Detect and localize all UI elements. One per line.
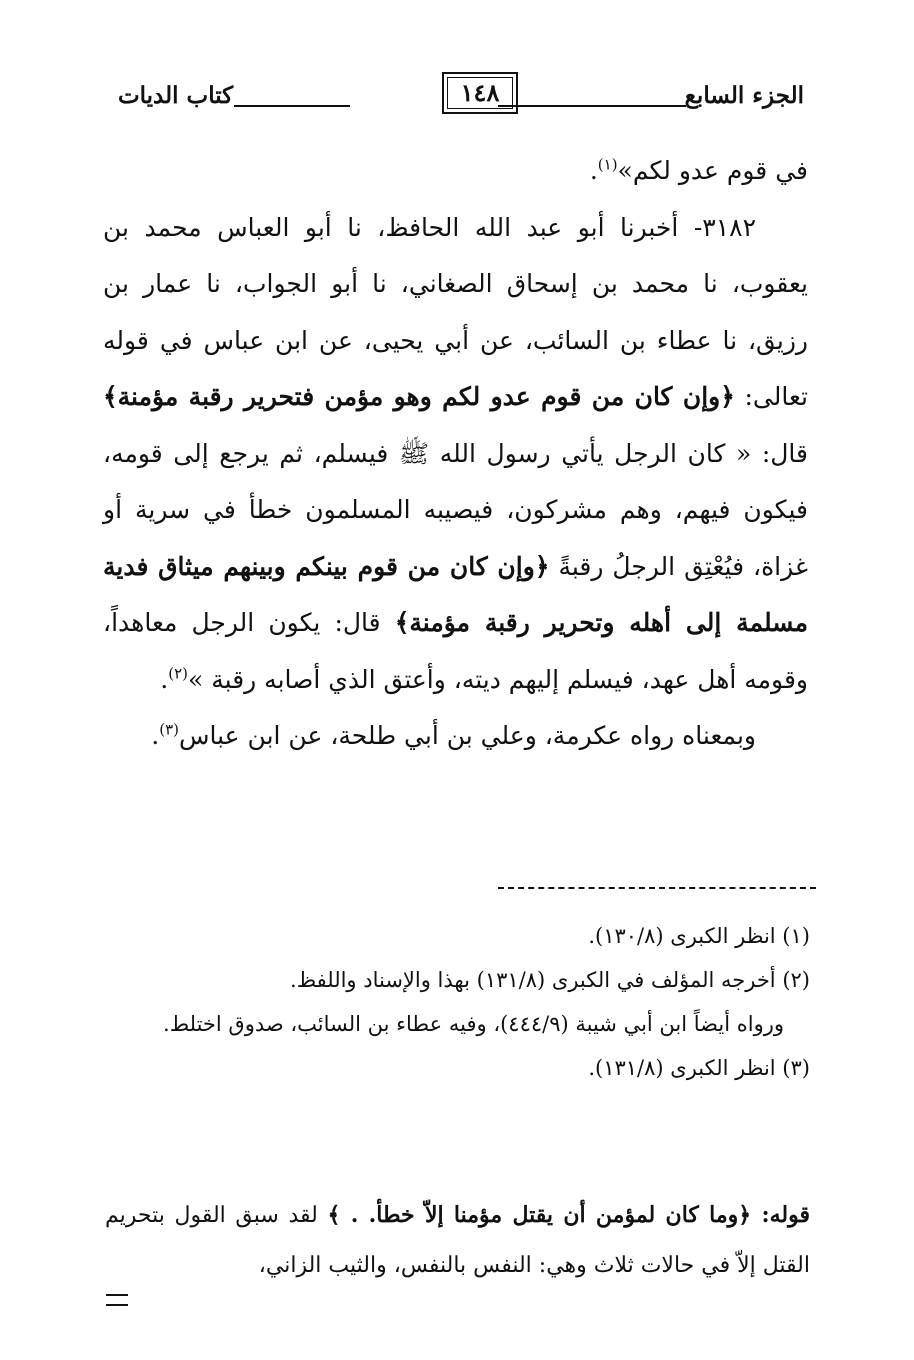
header-rule-right	[498, 105, 686, 107]
commentary-verse: ﴿وما كان لمؤمن أن يقتل مؤمنا إلاّ خطأ. . ﴾	[327, 1202, 752, 1228]
footnote-2: (٢) أخرجه المؤلف في الكبرى (١٣١/٨) بهذا والإسناد واللفظ.	[290, 968, 810, 992]
footnote-separator	[498, 887, 816, 889]
header-rule-left	[234, 105, 350, 107]
verse-quote-2: ﴿وإن كان من قوم بينكم وبينهم ميثاق فدية مسلمة إلى أهله وتحرير رقبة مؤمنة﴾	[103, 551, 808, 637]
continuation-mark	[106, 1294, 128, 1306]
hadith-intro: ٣١٨٢- أخبرنا أبو عبد الله الحافظ، نا أبو العباس محمد بن يعقوب، نا محمد بن إسحاق الصغاني، نا أبو الجواب، نا عمار بن رزيق، نا عطاء بن السائب، عن أبي يحيى، عن ابن عباس في قوله تعالى:	[103, 212, 808, 411]
continuation-line: في قوم عدو لكم»$^{(١)}$.	[589, 155, 808, 185]
footnote-1: (١) انظر الكبرى (١٣٠/٨).	[588, 924, 810, 948]
narration-note: وبمعناه رواه عكرمة، وعلي بن أبي طلحة، عن ابن عباس$^{(٣)}$.	[151, 720, 756, 750]
page-number-box	[442, 72, 518, 114]
footnote-ref-2: (٢)	[168, 664, 189, 683]
book-title: كتاب الديات	[118, 82, 234, 109]
commentary	[105, 1190, 810, 1291]
commentary-paragraph: قوله: ﴿وما كان لمؤمن أن يقتل مؤمنا إلاّ خطأ. . ﴾ لقد سبق القول بتحريم القتل إلاّ في حالات ثلاث وهي: النفس بالنفس، والثيب الزاني،	[105, 1202, 810, 1278]
footnote-2-continued: ورواه أيضاً ابن أبي شيبة (٤٤٤/٩)، وفيه عطاء بن السائب، صدوق اختلط.	[163, 1012, 784, 1036]
part-title: الجزء السابع	[684, 82, 804, 109]
page-header	[118, 72, 804, 122]
footnote-ref-1: (١)	[597, 155, 618, 174]
footnotes	[105, 914, 810, 1090]
main-text	[103, 143, 808, 765]
hadith-text-2: قال: « كان الرجل يأتي رسول الله ﷺ فيسلم، ثم يرجع إلى قومه، فيكون فيهم، وهم مشركون، فيصيبه المسلمون خطأ في سرية أو غزاة، فيُعْتِق الرجلُ رقبةً	[103, 438, 808, 581]
hadith-paragraph: ٣١٨٢- أخبرنا أبو عبد الله الحافظ، نا أبو العباس محمد بن يعقوب، نا محمد بن إسحاق الصغاني، نا أبو الجواب، نا عمار بن رزيق، نا عطاء بن السائب، عن أبي يحيى، عن ابن عباس في قوله تعالى: ﴿وإن كان من قوم عدو لكم وهو مؤمن فتحرير رقبة مؤمنة﴾ قال: « كان الرجل يأتي رسول الله ﷺ فيسلم، ثم يرجع إلى قومه، فيكون فيهم، وهم مشركون، فيصيبه المسلمون خطأ في سرية أو غزاة، فيُعْتِق الرجلُ رقبةً ﴿وإن كان من قوم بينكم وبينهم ميثاق فدية مسلمة إلى أهله وتحرير رقبة مؤمنة﴾ قال: يكون الرجل معاهداً، وقومه أهل عهد، فيسلم إليهم ديته، وأعتق الذي أصابه رقبة »$^{(٢)}$.	[103, 212, 808, 694]
footnote-3: (٣) انظر الكبرى (١٣١/٨).	[588, 1056, 810, 1080]
footnote-ref-3: (٣)	[159, 720, 179, 739]
verse-quote-1: ﴿وإن كان من قوم عدو لكم وهو مؤمن فتحرير رقبة مؤمنة﴾	[103, 382, 735, 411]
commentary-text: لقد سبق القول بتحريم القتل إلاّ في حالات ثلاث وهي: النفس بالنفس، والثيب الزاني،	[105, 1203, 810, 1278]
hadith-text-3: قال: يكون الرجل معاهداً، وقومه أهل عهد، فيسلم إليهم ديته، وأعتق الذي أصابه رقبة »	[103, 608, 808, 694]
page-number: ١٤٨	[460, 78, 500, 107]
